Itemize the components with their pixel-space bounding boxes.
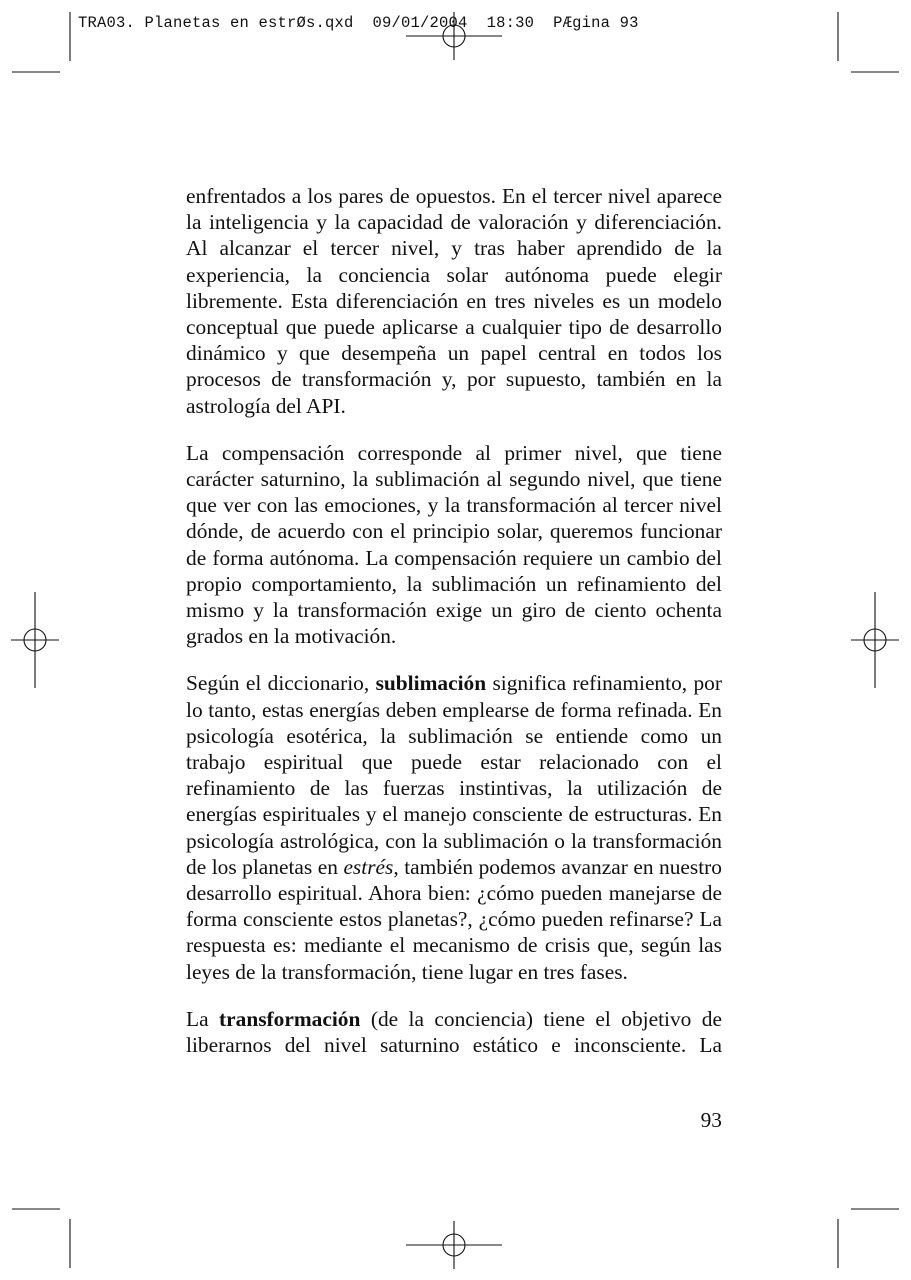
registration-mark-right xyxy=(851,592,899,688)
body-text xyxy=(186,183,722,1079)
term-sublimacion: sublimación xyxy=(375,671,487,696)
term-estres: estrés xyxy=(343,854,394,879)
registration-mark-left xyxy=(11,592,59,688)
paragraph-3-text-1: Según el diccionario, xyxy=(186,671,376,696)
paragraph-3-text-2: significa refinamiento, por lo tanto, estas energías deben emplearse de forma refinada. En psicología esotérica, la sublimación se entiende como un trabajo espiritual que puede estar relacionado con el refinamiento de las fuerzas instintivas, la utilización de energías espirituales y el manejo consciente de estructuras. En psicología astrológica, con la sublimación o la transformación de los planetas en xyxy=(186,671,722,879)
paragraph-4 xyxy=(186,1006,722,1058)
registration-mark-bottom xyxy=(406,1221,502,1269)
paragraph-3 xyxy=(186,670,722,984)
paragraph-4-text-2: (de la conciencia) tiene el objetivo de liberarnos del nivel saturnino estático e inconsciente. La xyxy=(186,1006,722,1058)
paragraph-4-text-1: La xyxy=(186,1006,219,1031)
paragraph-2: La compensación corresponde al primer nivel, que tiene carácter saturnino, la sublimación al segundo nivel, que tiene que ver con las emociones, y la transformación al tercer nivel dónde, de acuerdo con el principio solar, queremos funcionar de forma autónoma. La compensación requiere un cambio del propio comportamiento, la sublimación un refinamiento del mismo y la transformación exige un giro de ciento ochenta grados en la motivación. xyxy=(186,440,722,649)
print-slug-line: TRA03. Planetas en estrØs.qxd 09/01/2004 18:30 PÆgina 93 xyxy=(78,14,639,32)
term-transformacion: transformación xyxy=(219,1006,361,1031)
paragraph-1: enfrentados a los pares de opuestos. En el tercer nivel aparece la inteligencia y la capacidad de valoración y diferenciación. Al alcanzar el tercer nivel, y tras haber aprendido de la experiencia, la conciencia solar autónoma puede elegir libremente. Esta diferenciación en tres niveles es un modelo conceptual que puede aplicarse a cualquier tipo de desarrollo dinámico y que desempeña un papel central en todos los procesos de transformación y, por supuesto, también en la astrología del API. xyxy=(186,184,722,418)
paragraph-3-text-3: , también podemos avanzar en nuestro desarrollo espiritual. Ahora bien: ¿cómo pueden manejarse de forma consciente estos planetas?, ¿cómo pueden refinarse? La respuesta es: mediante el mecanismo de crisis que, según las leyes de la transformación, tiene lugar en tres fases. xyxy=(186,854,722,984)
page-number: 93 xyxy=(700,1108,722,1132)
registration-mark-top xyxy=(406,12,502,60)
